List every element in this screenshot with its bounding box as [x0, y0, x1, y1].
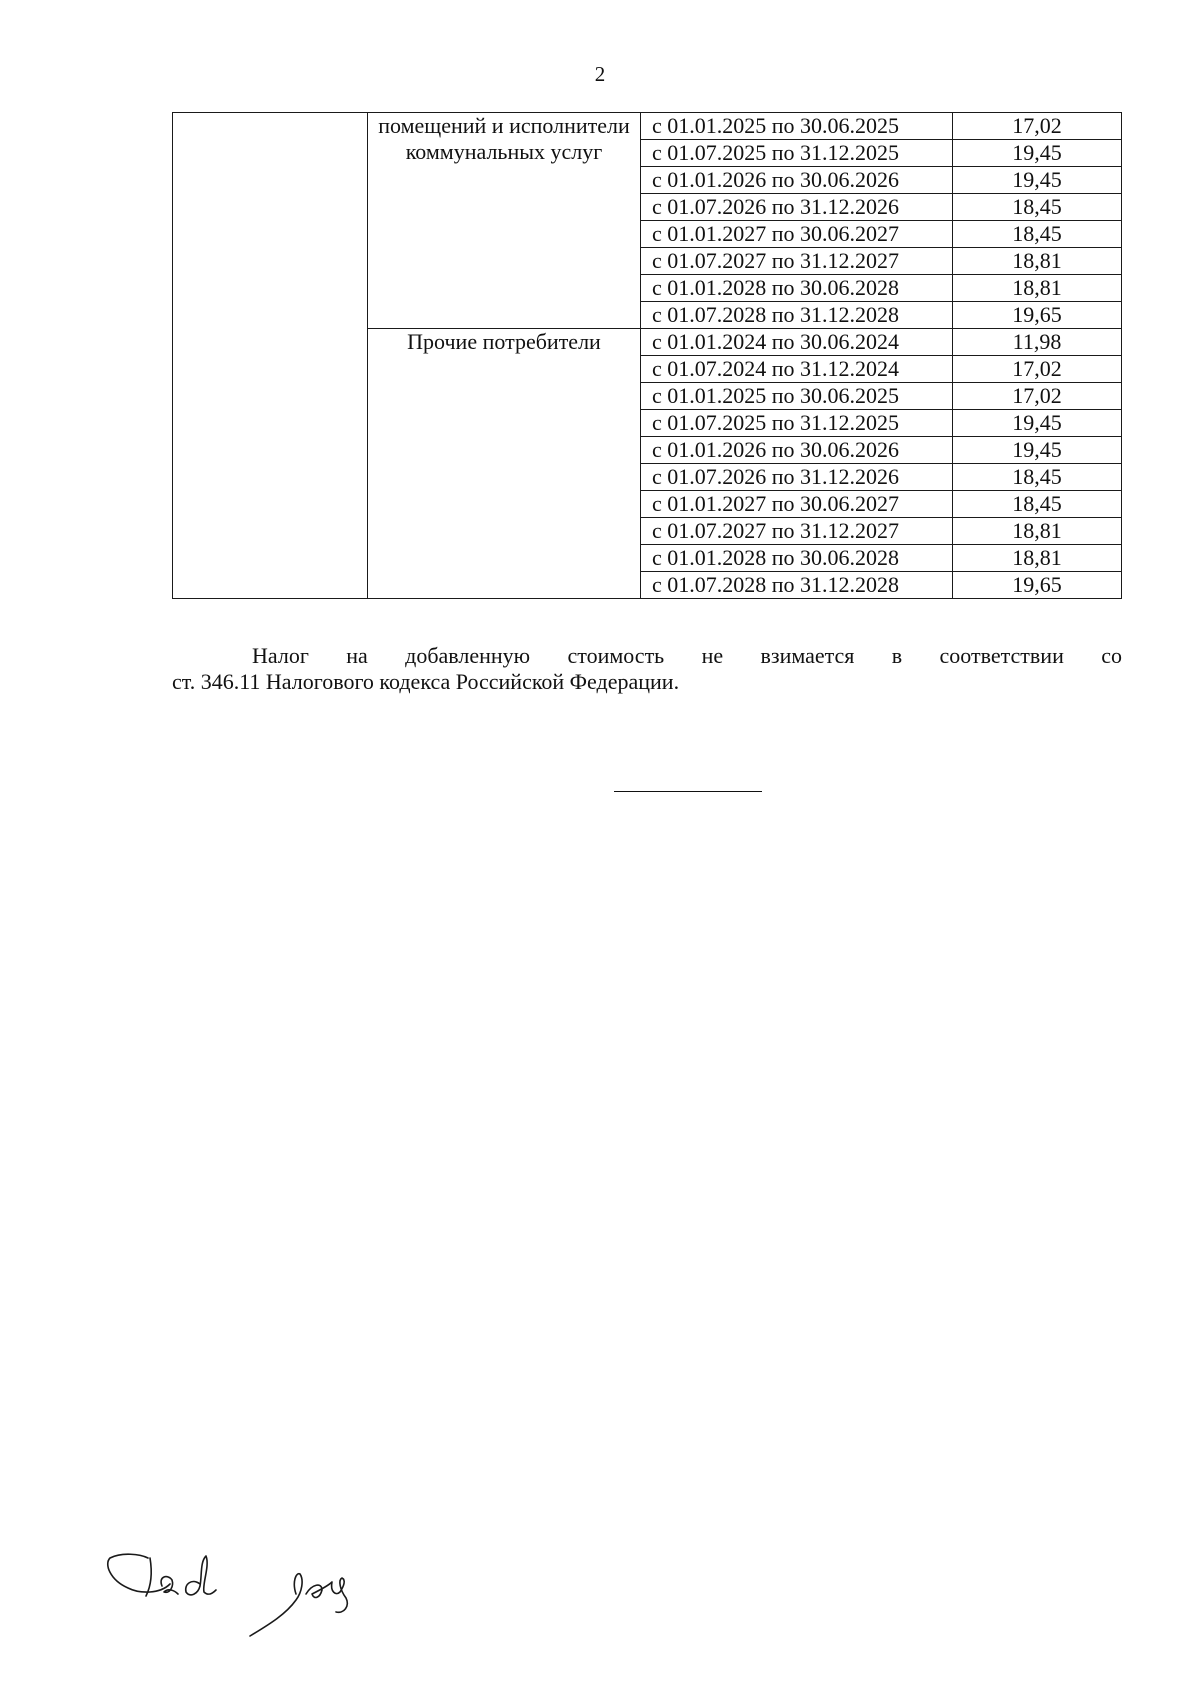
period-cell: с 01.01.2027 по 30.06.2027 — [641, 221, 953, 248]
tariff-value-cell: 19,45 — [953, 167, 1122, 194]
vat-note-line-2: ст. 346.11 Налогового кодекса Российской Федерации. — [172, 669, 680, 694]
signature-2 — [250, 1574, 347, 1636]
table-row — [173, 113, 1122, 140]
period-cell: с 01.01.2026 по 30.06.2026 — [641, 167, 953, 194]
tariff-value-cell: 17,02 — [953, 383, 1122, 410]
period-cell: с 01.01.2024 по 30.06.2024 — [641, 329, 953, 356]
tariff-value-cell: 18,45 — [953, 491, 1122, 518]
tariff-value-cell: 18,81 — [953, 545, 1122, 572]
consumer-cell: Прочие потребители — [368, 329, 641, 599]
vat-note — [172, 643, 1122, 695]
tariff-value-cell: 18,45 — [953, 194, 1122, 221]
end-rule — [614, 791, 762, 792]
vat-note-line-1: Налог на добавленную стоимость не взимается в соответствии со — [252, 643, 1122, 668]
period-cell: с 01.07.2026 по 31.12.2026 — [641, 464, 953, 491]
tariff-value-cell: 17,02 — [953, 113, 1122, 140]
period-cell: с 01.01.2025 по 30.06.2025 — [641, 113, 953, 140]
tariff-value-cell: 11,98 — [953, 329, 1122, 356]
period-cell: с 01.07.2025 по 31.12.2025 — [641, 140, 953, 167]
tariff-value-cell: 19,45 — [953, 437, 1122, 464]
period-cell: с 01.07.2028 по 31.12.2028 — [641, 572, 953, 599]
page-number: 2 — [594, 62, 606, 86]
period-cell: с 01.07.2025 по 31.12.2025 — [641, 410, 953, 437]
tariff-value-cell: 18,81 — [953, 248, 1122, 275]
period-cell: с 01.01.2026 по 30.06.2026 — [641, 437, 953, 464]
tariff-value-cell: 17,02 — [953, 356, 1122, 383]
tariff-value-cell: 18,81 — [953, 275, 1122, 302]
signature-1 — [108, 1554, 216, 1596]
tariff-value-cell: 18,45 — [953, 464, 1122, 491]
period-cell: с 01.01.2028 по 30.06.2028 — [641, 545, 953, 572]
tariff-value-cell: 18,81 — [953, 518, 1122, 545]
tariff-table — [172, 112, 1122, 599]
period-cell: с 01.07.2027 по 31.12.2027 — [641, 518, 953, 545]
period-cell: с 01.07.2027 по 31.12.2027 — [641, 248, 953, 275]
consumer-cell: помещений и исполнители коммунальных услуг — [368, 113, 641, 329]
tariff-value-cell: 18,45 — [953, 221, 1122, 248]
handwritten-signatures — [100, 1540, 400, 1650]
period-cell: с 01.07.2026 по 31.12.2026 — [641, 194, 953, 221]
tariff-value-cell: 19,45 — [953, 410, 1122, 437]
period-cell: с 01.01.2028 по 30.06.2028 — [641, 275, 953, 302]
tariff-value-cell: 19,45 — [953, 140, 1122, 167]
period-cell: с 01.01.2027 по 30.06.2027 — [641, 491, 953, 518]
period-cell: с 01.07.2024 по 31.12.2024 — [641, 356, 953, 383]
period-cell: с 01.01.2025 по 30.06.2025 — [641, 383, 953, 410]
tariff-value-cell: 19,65 — [953, 302, 1122, 329]
empty-first-column — [173, 113, 368, 599]
period-cell: с 01.07.2028 по 31.12.2028 — [641, 302, 953, 329]
tariff-value-cell: 19,65 — [953, 572, 1122, 599]
